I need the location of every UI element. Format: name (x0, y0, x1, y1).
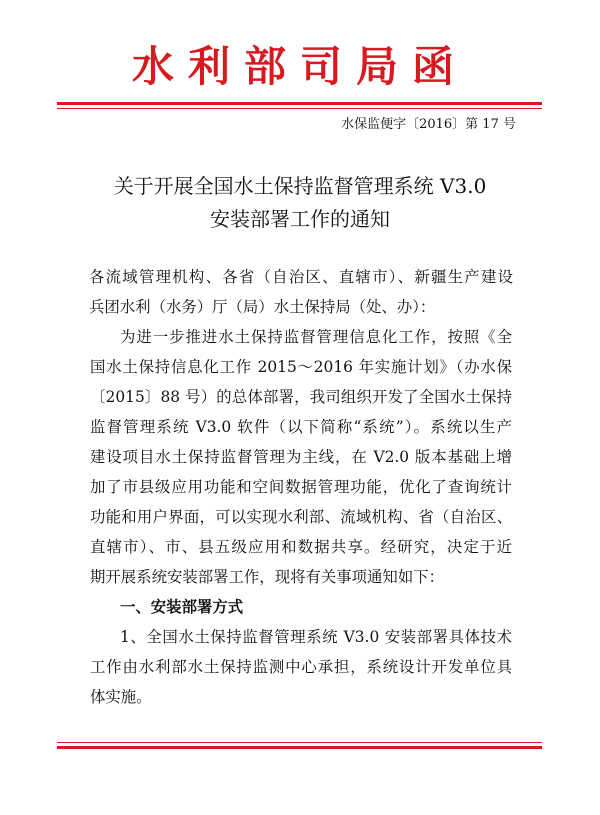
section-heading-1: 一、安装部署方式 (120, 598, 244, 616)
body-line-1: 各流域管理机构、各省（自治区、直辖市）、新疆生产建设 (89, 268, 513, 286)
masthead: 水利部司局函 (131, 42, 468, 91)
header-rule-thick (57, 102, 542, 105)
body-line-15: 体实施。 (90, 688, 152, 706)
body-line-8: 加了市县级应用功能和空间数据管理功能，优化了查询统计 (90, 478, 512, 496)
body-line-7: 建设项目水土保持监督管理为主线，在 V2.0 版本基础上增 (90, 448, 512, 466)
footer-rule-thin (57, 742, 542, 743)
document-number: 水保监便字〔2016〕第 17 号 (341, 117, 516, 132)
title-line-2: 安装部署工作的通知 (210, 207, 390, 231)
header-rule-thin (57, 108, 542, 109)
footer-rule-thick (57, 746, 542, 749)
body-line-6: 监督管理系统 V3.0 软件（以下简称“系统”）。系统以生产 (90, 418, 512, 436)
body-line-14: 工作由水利部水土保持监测中心承担，系统设计开发单位具 (90, 658, 512, 676)
body-line-11: 期开展系统安装部署工作，现将有关事项通知如下： (90, 568, 444, 586)
body-line-4: 国水土保持信息化工作 2015～2016 年实施计划》（办水保 (90, 358, 512, 376)
body-line-3: 为进一步推进水土保持监督管理信息化工作，按照《全 (120, 328, 512, 346)
body-line-10: 直辖市）、市、县五级应用和数据共享。经研究，决定于近 (90, 538, 512, 556)
body-line-9: 功能和用户界面，可以实现水利部、流域机构、省（自治区、 (90, 508, 512, 526)
body-line-13: 1、全国水土保持监督管理系统 V3.0 安装部署具体技术 (120, 628, 512, 646)
title-line-1: 关于开展全国水土保持监督管理系统 V3.0 (113, 174, 487, 198)
body-line-5: 〔2015〕88 号）的总体部署，我司组织开发了全国水土保持 (90, 388, 512, 406)
body-line-2: 兵团水利（水务）厅（局）水土保持局（处、办）： (89, 298, 436, 316)
